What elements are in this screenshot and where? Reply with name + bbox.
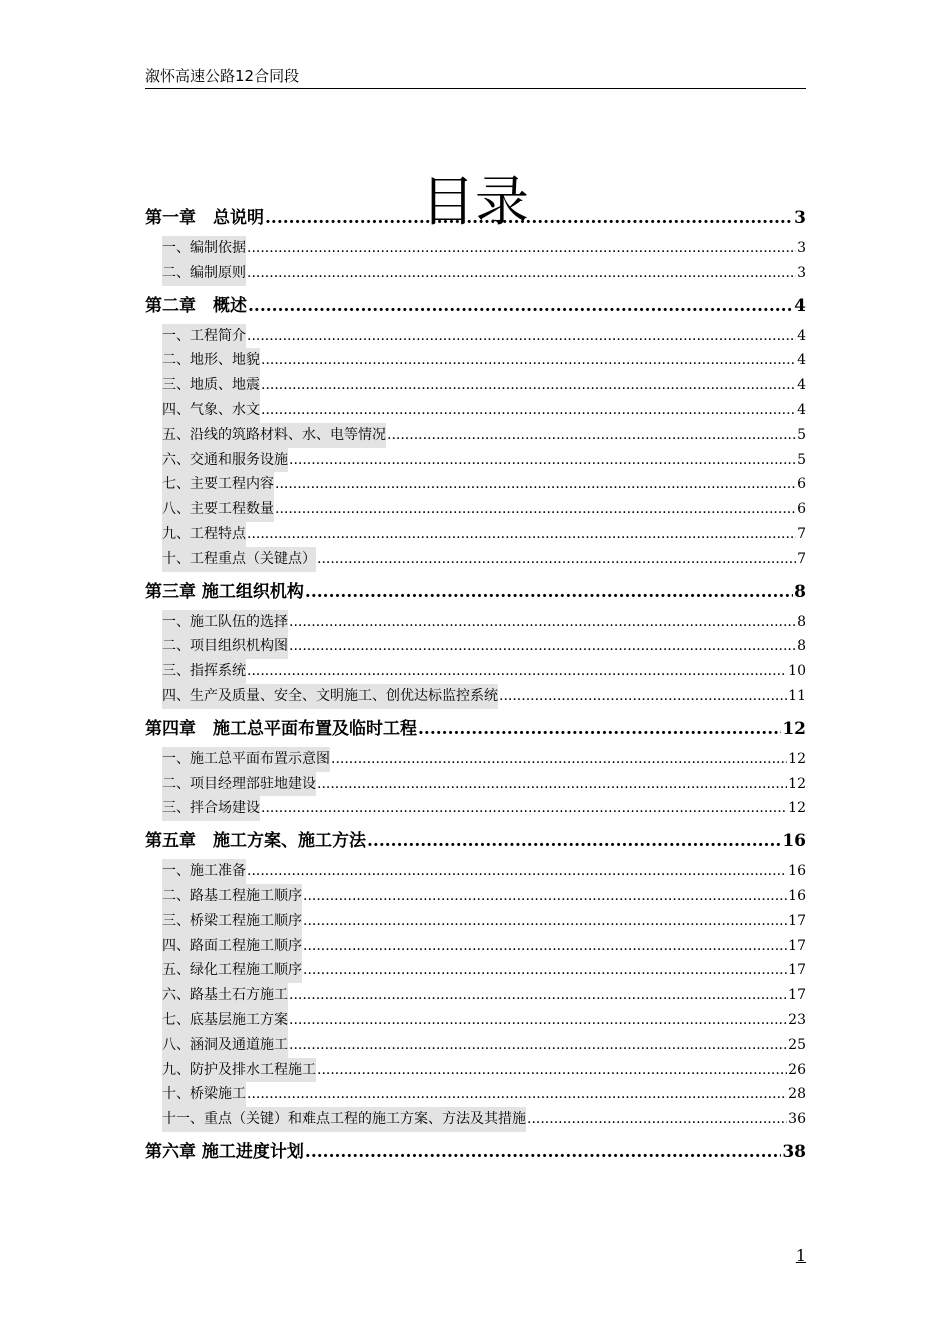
toc-chapter[interactable] [145, 717, 806, 741]
toc-chapter-title: 第三章 施工组织机构 [145, 581, 304, 602]
toc-chapter[interactable] [145, 829, 806, 853]
toc-item[interactable] [145, 497, 806, 522]
toc-item[interactable] [145, 348, 806, 373]
toc-item-title: 六、路基土石方施工 [162, 983, 288, 1008]
toc-item[interactable] [145, 423, 806, 448]
toc-leader [303, 884, 787, 909]
toc-leader [367, 829, 781, 853]
toc-item[interactable] [145, 659, 806, 684]
toc-item-title: 二、编制原则 [162, 261, 246, 286]
toc-leader [317, 772, 787, 797]
toc-leader [418, 717, 781, 741]
toc-leader [289, 1033, 787, 1058]
toc-leader [499, 684, 787, 709]
toc-item-page: 8 [797, 613, 806, 630]
running-header: 溆怀高速公路12合同段 [145, 66, 806, 89]
toc-chapter-page: 3 [794, 208, 806, 228]
toc-leader [247, 859, 787, 884]
toc-chapter-title: 第一章 总说明 [145, 208, 264, 228]
toc-chapter-page: 16 [782, 831, 806, 852]
toc-item-title: 八、涵洞及通道施工 [162, 1033, 288, 1058]
toc-leader [303, 909, 787, 934]
toc-item[interactable] [145, 373, 806, 398]
toc-item[interactable] [145, 884, 806, 909]
toc-item-title: 三、桥梁工程施工顺序 [162, 909, 302, 934]
toc-chapter-title: 第六章 施工进度计划 [145, 1141, 304, 1162]
toc-item[interactable] [145, 934, 806, 959]
toc-leader [275, 497, 796, 522]
toc-item-title: 四、生产及质量、安全、文明施工、创优达标监控系统 [162, 684, 498, 709]
toc-item[interactable] [145, 772, 806, 797]
toc-item-page: 8 [797, 638, 806, 655]
toc-item-title: 十、工程重点（关键点） [162, 547, 316, 572]
toc-item-page: 4 [797, 401, 806, 418]
toc-leader [289, 610, 796, 635]
toc-leader [289, 983, 787, 1008]
toc-item-page: 16 [788, 863, 806, 880]
toc-item-page: 4 [797, 377, 806, 394]
toc-item-title: 七、主要工程内容 [162, 472, 274, 497]
toc-leader [247, 261, 796, 286]
toc-chapter-title: 第二章 概述 [145, 295, 247, 316]
page-number: 1 [795, 1246, 806, 1265]
toc-item-title: 一、施工总平面布置示意图 [162, 747, 330, 772]
toc-leader [247, 522, 796, 547]
toc-leader [331, 747, 787, 772]
toc-item-page: 17 [788, 962, 806, 979]
toc-item-title: 五、沿线的筑路材料、水、电等情况 [162, 423, 386, 448]
toc-leader [248, 294, 793, 318]
toc-chapter-page: 4 [794, 295, 806, 316]
toc-item-page: 28 [788, 1086, 806, 1103]
toc-item-page: 6 [797, 501, 806, 518]
toc-item-title: 三、拌合场建设 [162, 796, 260, 821]
toc-item-title: 二、项目组织机构图 [162, 634, 288, 659]
toc-leader [265, 206, 793, 230]
toc-item-page: 16 [788, 887, 806, 904]
toc-leader [289, 1008, 787, 1033]
toc-item[interactable] [145, 398, 806, 423]
toc-item-title: 十、桥梁施工 [162, 1082, 246, 1107]
toc-item-title: 十一、重点（关键）和难点工程的施工方案、方法及其措施 [162, 1107, 526, 1132]
toc-item[interactable] [145, 448, 806, 473]
toc-item-page: 17 [788, 987, 806, 1004]
toc-item[interactable] [145, 472, 806, 497]
toc-item[interactable] [145, 261, 806, 286]
toc-item-page: 5 [797, 451, 806, 468]
toc-leader [261, 348, 796, 373]
toc-item-page: 25 [788, 1036, 806, 1053]
toc-chapter-page: 8 [794, 581, 806, 602]
toc-leader [305, 580, 793, 604]
toc-chapter-title: 第四章 施工总平面布置及临时工程 [145, 718, 417, 739]
toc-item[interactable] [145, 909, 806, 934]
toc-item[interactable] [145, 1033, 806, 1058]
toc-item-page: 23 [788, 1011, 806, 1028]
toc-chapter[interactable] [145, 1140, 806, 1164]
toc-item[interactable] [145, 859, 806, 884]
toc-chapter[interactable] [145, 294, 806, 318]
toc-item-title: 四、路面工程施工顺序 [162, 934, 302, 959]
toc-leader [317, 1058, 787, 1083]
toc-item[interactable] [145, 796, 806, 821]
toc-leader [261, 373, 796, 398]
toc-item[interactable] [145, 547, 806, 572]
toc-item[interactable] [145, 522, 806, 547]
toc-item[interactable] [145, 684, 806, 709]
toc-item[interactable] [145, 634, 806, 659]
toc-item-page: 4 [797, 327, 806, 344]
toc-item-page: 17 [788, 912, 806, 929]
toc-item-title: 三、地质、地震 [162, 373, 260, 398]
toc-item[interactable] [145, 1082, 806, 1107]
toc-item-page: 17 [788, 937, 806, 954]
toc-item[interactable] [145, 324, 806, 349]
toc-item[interactable] [145, 1107, 806, 1132]
toc-item-title: 二、项目经理部驻地建设 [162, 772, 316, 797]
toc-leader [303, 934, 787, 959]
toc-title: 目录 [421, 170, 529, 234]
toc-item-page: 26 [788, 1061, 806, 1078]
toc-item[interactable] [145, 747, 806, 772]
toc-item-title: 一、施工准备 [162, 859, 246, 884]
toc-item-title: 五、绿化工程施工顺序 [162, 958, 302, 983]
toc-chapter-page: 38 [782, 1141, 806, 1162]
toc-item-page: 4 [797, 352, 806, 369]
toc-item-title: 一、编制依据 [162, 236, 246, 261]
toc-item-page: 7 [797, 525, 806, 542]
toc-item[interactable] [145, 958, 806, 983]
toc-item-title: 三、指挥系统 [162, 659, 246, 684]
toc-item[interactable] [145, 236, 806, 261]
toc-item-page: 12 [788, 775, 806, 792]
toc-item-title: 九、防护及排水工程施工 [162, 1058, 316, 1083]
toc-leader [289, 448, 796, 473]
toc-item-page: 6 [797, 476, 806, 493]
toc-leader [275, 472, 796, 497]
toc-item-title: 六、交通和服务设施 [162, 448, 288, 473]
toc-leader [303, 958, 787, 983]
toc-item-title: 八、主要工程数量 [162, 497, 274, 522]
toc-item-page: 7 [797, 550, 806, 567]
toc-leader [317, 547, 796, 572]
toc-chapter-page: 12 [782, 718, 806, 739]
toc-item-page: 11 [788, 687, 806, 704]
toc-leader [247, 1082, 787, 1107]
toc-item-page: 5 [797, 426, 806, 443]
toc-leader [247, 324, 796, 349]
toc-item-page: 10 [788, 663, 806, 680]
toc-leader [261, 398, 796, 423]
toc-item-title: 七、底基层施工方案 [162, 1008, 288, 1033]
toc-item-page: 3 [797, 240, 806, 256]
toc-leader [247, 659, 787, 684]
toc-item[interactable] [145, 610, 806, 635]
toc-item[interactable] [145, 983, 806, 1008]
toc-item-title: 二、地形、地貌 [162, 348, 260, 373]
table-of-contents [145, 206, 806, 1170]
toc-leader [387, 423, 796, 448]
toc-leader [527, 1107, 787, 1132]
toc-item-title: 一、施工队伍的选择 [162, 610, 288, 635]
toc-item-title: 四、气象、水文 [162, 398, 260, 423]
toc-item-title: 二、路基工程施工顺序 [162, 884, 302, 909]
toc-item-page: 3 [797, 264, 806, 281]
toc-item-title: 九、工程特点 [162, 522, 246, 547]
toc-item-page: 12 [788, 750, 806, 767]
toc-item-page: 36 [788, 1111, 806, 1128]
toc-item[interactable] [145, 1058, 806, 1083]
toc-item[interactable] [145, 1008, 806, 1033]
toc-leader [247, 236, 796, 261]
toc-chapter[interactable] [145, 580, 806, 604]
toc-leader [289, 634, 796, 659]
toc-chapter[interactable] [145, 206, 806, 230]
toc-item-title: 一、工程简介 [162, 324, 246, 349]
toc-item-page: 12 [788, 800, 806, 817]
toc-leader [261, 796, 787, 821]
toc-chapter-title: 第五章 施工方案、施工方法 [145, 831, 366, 852]
toc-leader [305, 1140, 781, 1164]
